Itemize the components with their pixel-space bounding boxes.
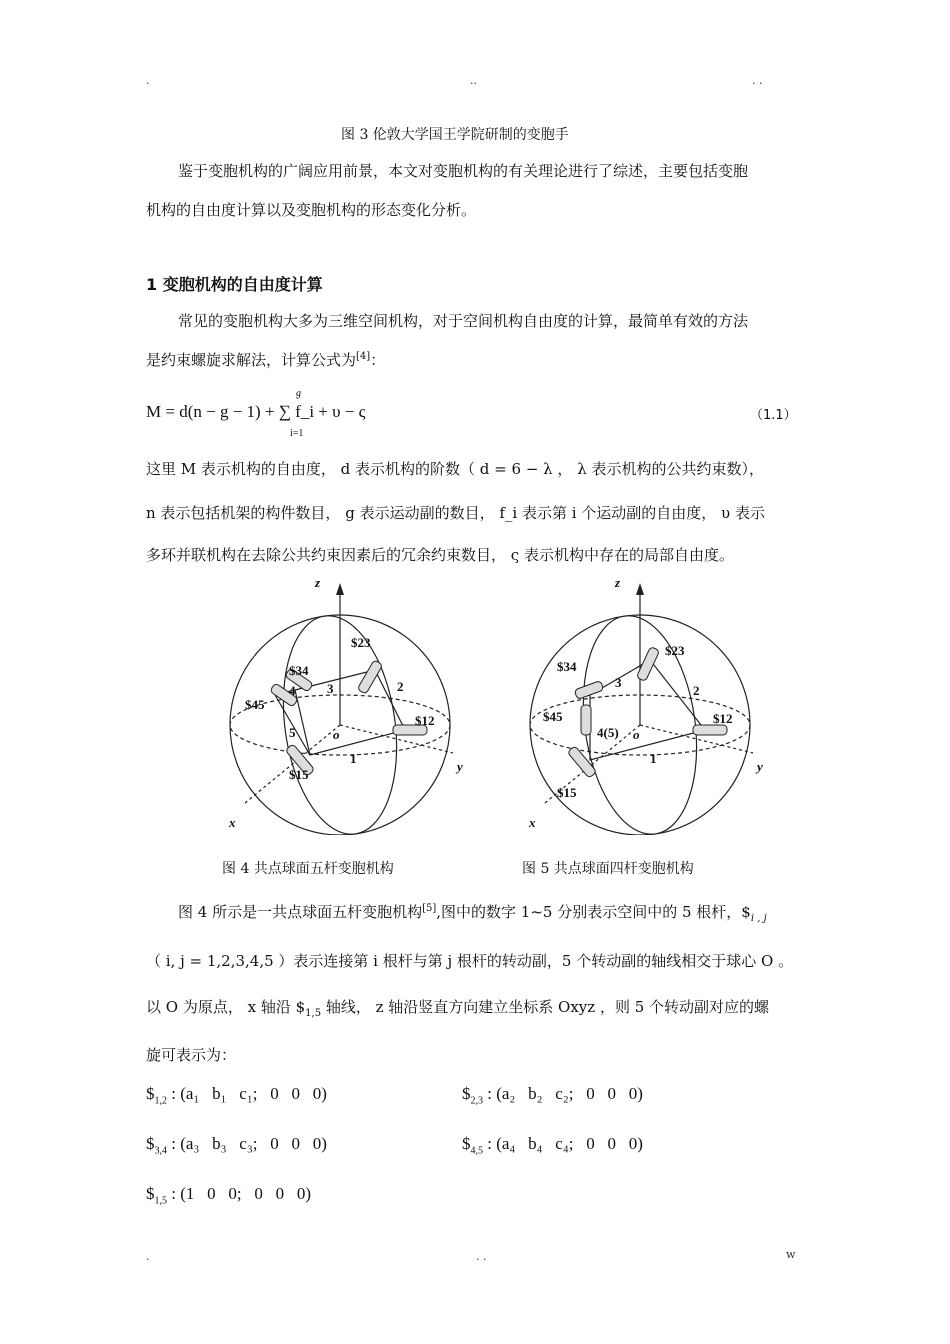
header-dot-right: . . [752, 74, 763, 87]
p2-line-1 [178, 898, 767, 930]
sum-upper-limit: g [296, 388, 301, 399]
p2-line-1-text: 图 4 所示是一共点球面五杆变胞机构 [178, 903, 423, 921]
p2-line-3-tail: 轴线， z 轴沿竖直方向建立坐标系 Oxyz ，则 5 个转动副对应的螺 [321, 998, 770, 1016]
equation-number: （1.1） [750, 408, 797, 423]
explain-line-2: n 表示包括机架的构件数目， g 表示运动副的数目， f_i 表示第 i 个运动副的自由度， υ 表示 [146, 504, 765, 522]
screw-body: : (1 0 0; 0 0 0) [167, 1184, 312, 1203]
screw-body: : (a₂ b₂ c₂; 0 0 0) [483, 1084, 643, 1103]
screw-symbol: $ [462, 1134, 471, 1153]
equation-formula: M = d(n − g − 1) + ∑ f_i + υ − ς [146, 402, 366, 421]
screw-body: : (a₄ b₄ c₄; 0 0 0) [483, 1134, 643, 1153]
fig5-label-1: 1 [650, 751, 657, 766]
p2-line-3-text: 以 O 为原点， x 轴沿 $ [146, 998, 306, 1016]
p2-line-3 [146, 996, 769, 1025]
fig5-joint-45 [581, 705, 591, 735]
equation-1-1 [146, 388, 546, 439]
screw-1-2 [146, 1084, 327, 1106]
screw-body: : (a₃ b₃ c₃; 0 0 0) [167, 1134, 327, 1153]
fig5-label-s45: $45 [543, 709, 563, 724]
fig5-label-4-5: 4(5) [597, 725, 619, 740]
screw-symbol: $ [146, 1184, 155, 1203]
p2-citation: [5] [422, 903, 437, 914]
p2-line-4: 旋可表示为： [146, 1046, 237, 1064]
fig4-label-o: o [333, 727, 340, 742]
citation-ref: [4] [356, 351, 371, 362]
fig5-label-x: x [529, 815, 536, 830]
fig4-label-1: 1 [350, 751, 357, 766]
fig4-label-z: z [315, 575, 321, 590]
fig4-label-3: 3 [327, 681, 334, 696]
screw-sub: 3,4 [154, 1145, 167, 1157]
screw-sub: 4,5 [470, 1145, 483, 1157]
screw-sub: 2,3 [470, 1095, 483, 1107]
fig5-label-o: o [633, 727, 640, 742]
screw-body: : (a₁ b₁ c₁; 0 0 0) [167, 1084, 327, 1103]
figure4-spherical-five-bar [215, 575, 475, 835]
fig5-label-s12: $12 [713, 711, 733, 726]
intro-line-1: 鉴于变胞机构的广阔应用前景，本文对变胞机构的有关理论进行了综述，主要包括变胞 [178, 162, 749, 180]
footer-dot-left: . [146, 1250, 150, 1263]
screw-4-5 [462, 1134, 643, 1156]
fig4-label-4: 4 [289, 683, 296, 698]
screw-3-4 [146, 1134, 327, 1156]
fig5-label-s23: $23 [665, 643, 685, 658]
fig4-label-s45: $45 [245, 697, 265, 712]
section-para-text: 是约束螺旋求解法，计算公式为 [146, 351, 357, 369]
sum-lower-limit: i=1 [290, 428, 304, 439]
fig5-joint-12 [693, 725, 727, 735]
screw-symbol: $ [146, 1084, 155, 1103]
p2-sub-15: 1,5 [305, 1008, 322, 1019]
fig5-label-y: y [757, 759, 763, 774]
fig4-label-s23: $23 [351, 635, 371, 650]
fig4-label-s12: $12 [415, 713, 435, 728]
screw-1-5 [146, 1184, 311, 1206]
fig4-z-arrow [336, 583, 344, 595]
fig5-label-z: z [615, 575, 621, 590]
fig4-label-5: 5 [289, 725, 296, 740]
footer-mark-right: w [786, 1248, 796, 1261]
fig5-label-2: 2 [693, 683, 700, 698]
screw-2-3 [462, 1084, 643, 1106]
figure3-caption: 图 3 伦敦大学国王学院研制的变胞手 [341, 127, 569, 143]
p2-line-2: （ i, j = 1,2,3,4,5 ）表示连接第 i 根杆与第 j 根杆的转动副，5 个转动副的轴线相交于球心 O 。 [146, 952, 794, 970]
fig5-label-3: 3 [615, 675, 622, 690]
screw-sub: 1,5 [154, 1195, 167, 1207]
footer-dot-mid: . . [476, 1250, 487, 1263]
fig5-label-s15: $15 [557, 785, 577, 800]
fig4-label-y: y [457, 759, 463, 774]
section-para-colon: ： [370, 351, 386, 369]
screw-sub: 1,2 [154, 1095, 167, 1107]
fig4-label-s15: $15 [289, 767, 309, 782]
fig5-label-s34: $34 [557, 659, 577, 674]
header-dot-mid: .. [470, 74, 477, 87]
screw-symbol: $ [462, 1084, 471, 1103]
p2-line-1-tail: ,图中的数字 1~5 分别表示空间中的 5 根杆，$ [436, 903, 751, 921]
section-para-line-1: 常见的变胞机构大多为三维空间机构，对于空间机构自由度的计算，最简单有效的方法 [178, 312, 749, 330]
section-para-line-2 [146, 346, 385, 371]
intro-line-2: 机构的自由度计算以及变胞机构的形态变化分析。 [146, 201, 477, 219]
explain-line-3: 多环并联机构在去除公共约束因素后的冗余约束数目， ς 表示机构中存在的局部自由度。 [146, 546, 734, 564]
fig4-label-2: 2 [397, 679, 404, 694]
screw-symbol: $ [146, 1134, 155, 1153]
section-heading: 1 变胞机构的自由度计算 [146, 275, 323, 294]
figure5-caption: 图 5 共点球面四杆变胞机构 [522, 861, 694, 877]
figure5-spherical-four-bar [515, 575, 775, 835]
p2-sub-ij: i , j [750, 913, 767, 924]
fig4-label-x: x [229, 815, 236, 830]
fig4-label-s34: $34 [289, 663, 309, 678]
figure4-caption: 图 4 共点球面五杆变胞机构 [222, 861, 394, 877]
explain-line-1: 这里 M 表示机构的自由度， d 表示机构的阶数（ d = 6 − λ ， λ 表示机构的公共约束数）， [146, 460, 764, 478]
fig5-z-arrow [636, 583, 644, 595]
header-dot-left: . [146, 74, 150, 87]
